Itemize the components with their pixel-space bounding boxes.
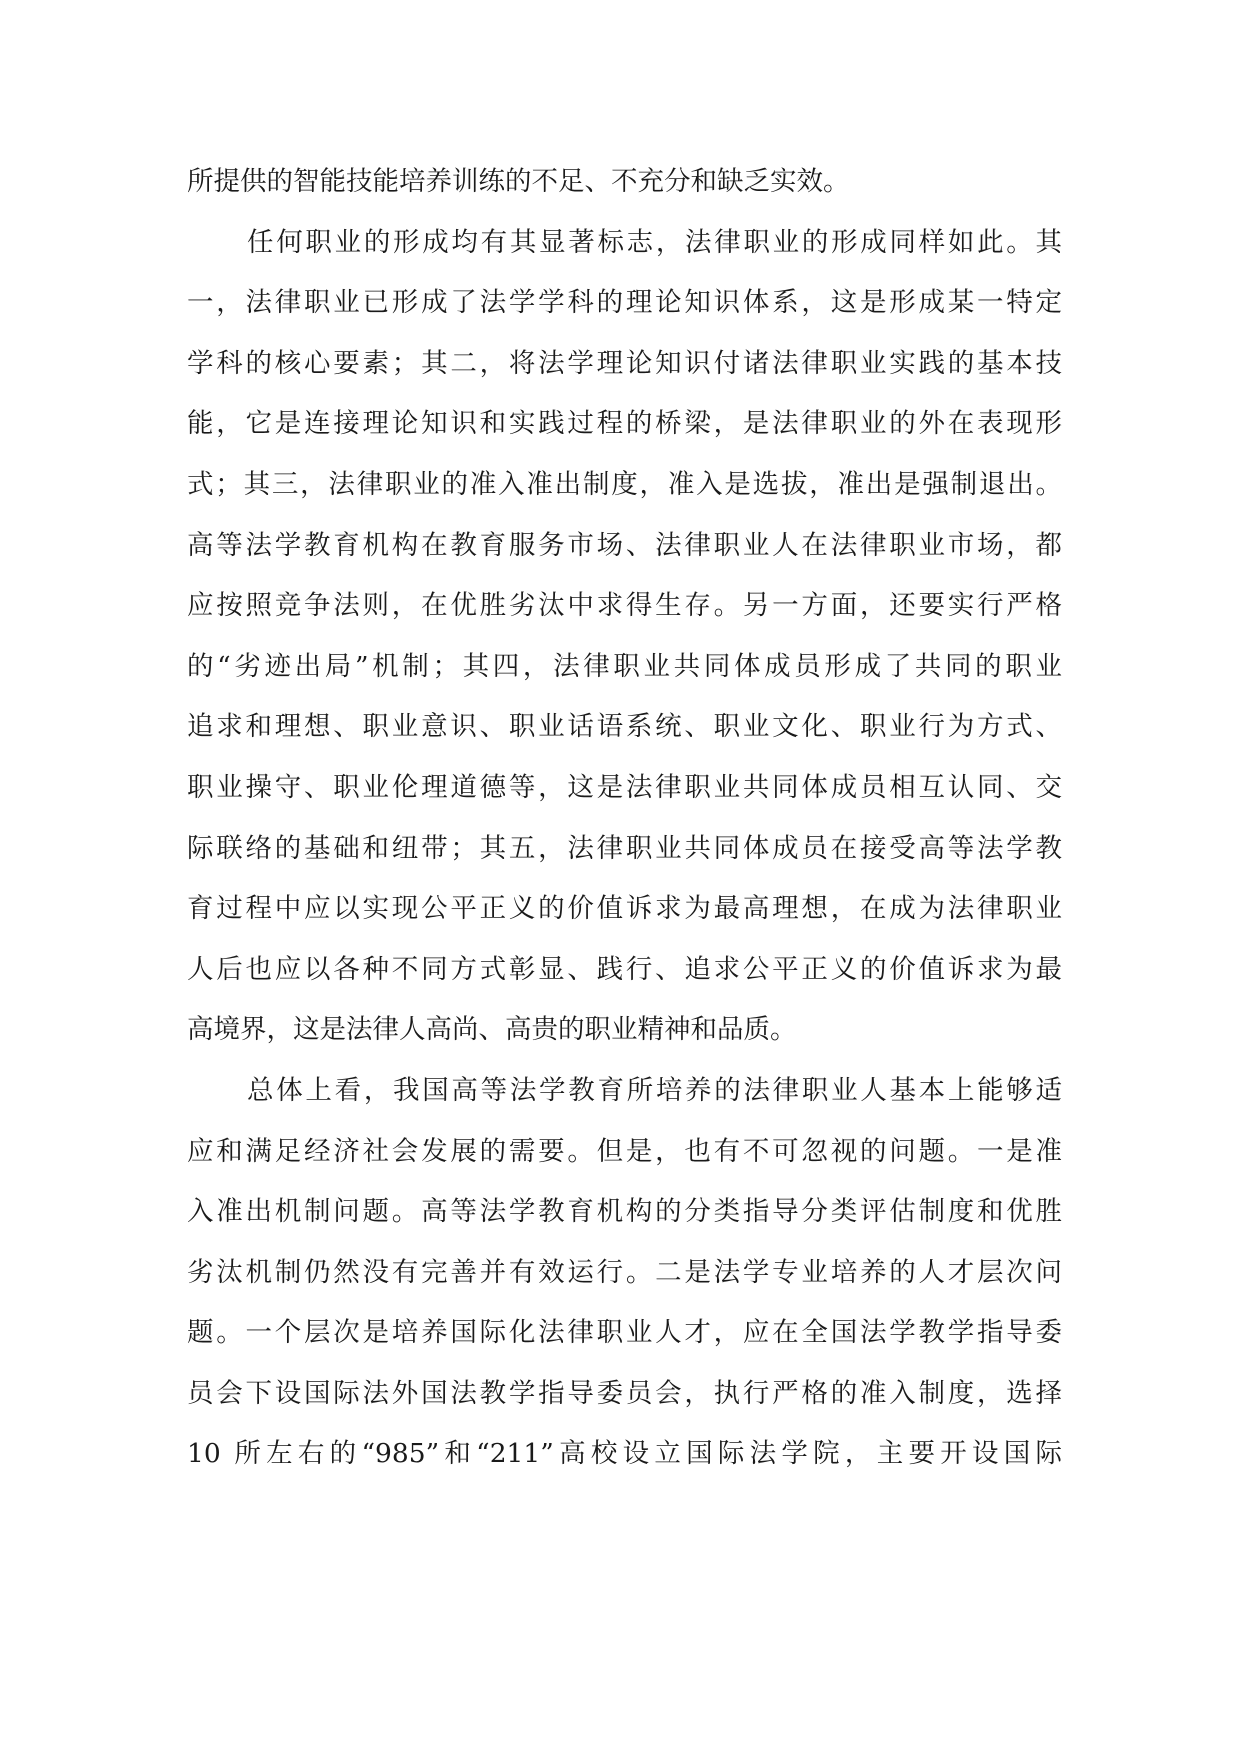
text-line: 高境界，这是法律人高尚、高贵的职业精神和品质。 — [187, 1014, 797, 1046]
body-text — [187, 152, 1062, 1485]
text-line: 一，法律职业已形成了法学学科的理论知识体系，这是形成某一特定 — [187, 287, 1062, 319]
text-line: 人后也应以各种不同方式彰显、践行、追求公平正义的价值诉求为最 — [187, 953, 1062, 985]
text-line: 的“劣迹出局”机制；其四，法律职业共同体成员形成了共同的职业 — [187, 650, 1062, 682]
text-line: 入准出机制问题。高等法学教育机构的分类指导分类评估制度和优胜 — [187, 1196, 1062, 1228]
text-line: 应和满足经济社会发展的需要。但是，也有不可忽视的问题。一是准 — [187, 1135, 1062, 1167]
text-line: 高等法学教育机构在教育服务市场、法律职业人在法律职业市场，都 — [187, 529, 1062, 561]
paragraph-first-line: 任何职业的形成均有其显著标志，法律职业的形成同样如此。其 — [247, 226, 1062, 258]
text-line: 员会下设国际法外国法教学指导委员会，执行严格的准入制度，选择 — [187, 1377, 1062, 1409]
text-line: 劣汰机制仍然没有完善并有效运行。二是法学专业培养的人才层次问 — [187, 1256, 1062, 1288]
text-line: 职业操守、职业伦理道德等，这是法律职业共同体成员相互认同、交 — [187, 771, 1062, 803]
text-line: 所提供的智能技能培养训练的不足、不充分和缺乏实效。 — [187, 166, 850, 197]
text-line: 能，它是连接理论知识和实践过程的桥梁，是法律职业的外在表现形 — [187, 408, 1062, 440]
paragraph-first-line: 总体上看，我国高等法学教育所培养的法律职业人基本上能够适 — [247, 1074, 1062, 1106]
text-line: 际联络的基础和纽带；其五，法律职业共同体成员在接受高等法学教 — [187, 832, 1062, 864]
text-line: 题。一个层次是培养国际化法律职业人才，应在全国法学教学指导委 — [187, 1317, 1062, 1349]
text-line: 应按照竞争法则，在优胜劣汰中求得生存。另一方面，还要实行严格 — [187, 590, 1062, 622]
text-line: 10 所左右的“985”和“211”高校设立国际法学院，主要开设国际 — [187, 1438, 1062, 1470]
text-line: 式；其三，法律职业的准入准出制度，准入是选拔，准出是强制退出。 — [187, 468, 1062, 500]
text-line: 育过程中应以实现公平正义的价值诉求为最高理想，在成为法律职业 — [187, 893, 1062, 925]
text-line: 追求和理想、职业意识、职业话语系统、职业文化、职业行为方式、 — [187, 711, 1062, 743]
text-line: 学科的核心要素；其二，将法学理论知识付诸法律职业实践的基本技 — [187, 347, 1062, 379]
